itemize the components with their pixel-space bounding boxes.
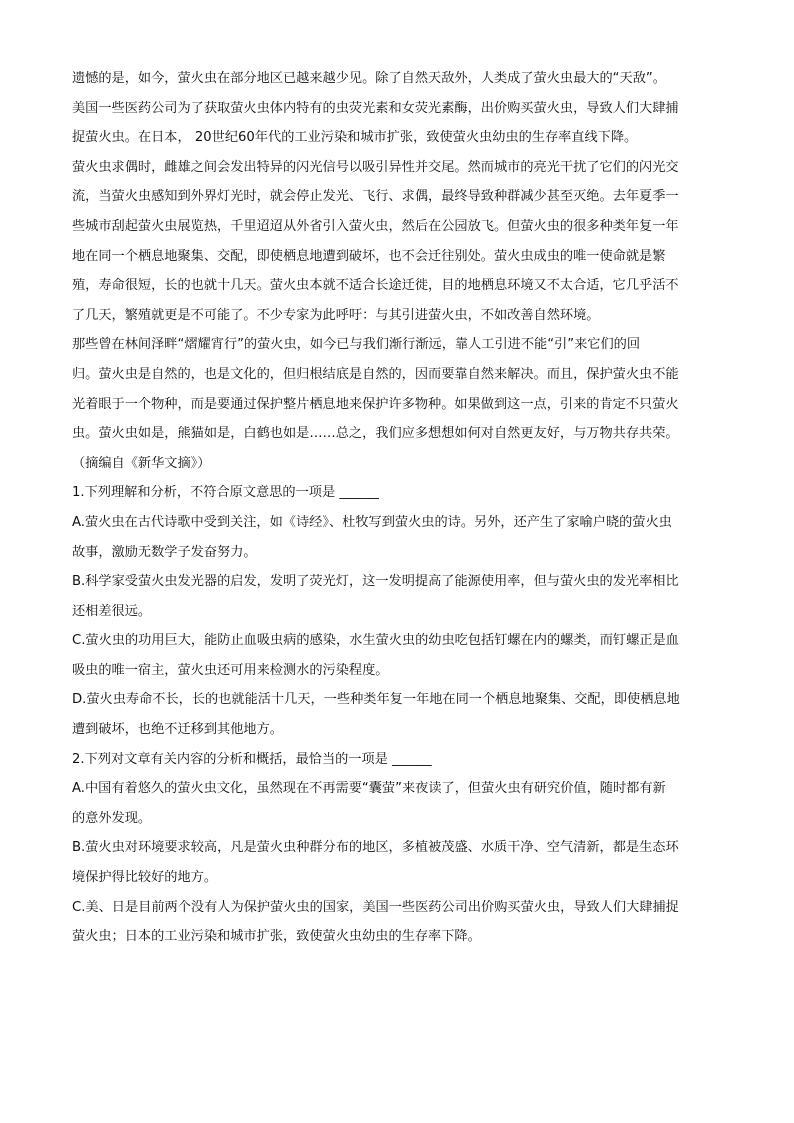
option-line: 萤火虫；日本的工业污染和城市扩张，致使萤火虫幼虫的生存率下降。 bbox=[72, 929, 481, 945]
option-line: C.萤火虫的功用巨大，能防止血吸虫病的感染，水生萤火虫的幼虫吃包括钉螺在内的螺类，而钉螺正是血 bbox=[72, 633, 679, 649]
option-line: A.萤火虫在古代诗歌中受到关注，如《诗经》、杜牧写到萤火虫的诗。另外，还产生了家喻户晓的萤火虫 bbox=[72, 514, 672, 530]
option-line: B.萤火虫对环境要求较高，凡是萤火虫种群分布的地区，多植被茂盛、水质干净、空气清新，都是生态环 bbox=[72, 840, 679, 856]
text-line: 美国一些医药公司为了获取萤火虫体内特有的虫荧光素和女荧光素酶，出价购买萤火虫，导致人们大肆捕 bbox=[72, 100, 679, 116]
option-line: 吸虫的唯一宿主，萤火虫还可用来检测水的污染程度。 bbox=[72, 662, 389, 678]
option-line: A.中国有着悠久的萤火虫文化，虽然现在不再需要“囊萤”来夜读了，但萤火虫有研究价值，随时都有新 bbox=[72, 781, 666, 797]
document-page bbox=[72, 64, 722, 952]
option-line: C.美、日是目前两个没有人为保护萤火虫的国家，美国一些医药公司出价购买萤火虫，导致人们大肆捕捉 bbox=[72, 899, 679, 915]
text-line: 光着眼于一个物种，而是要通过保护整片栖息地来保护许多物种。如果做到这一点，引来的肯定不只萤火 bbox=[72, 396, 679, 412]
option-line: 遭到破坏，也绝不迁移到其他地方。 bbox=[72, 722, 283, 738]
text-line: 了几天，繁殖就更是不可能了。不少专家为此呼吁：与其引进萤火虫，不如改善自然环境。 bbox=[72, 307, 600, 323]
text-line: 那些曾在林间泽畔“熠耀宵行”的萤火虫，如今已与我们渐行渐远，靠人工引进不能“引”来它们的回 bbox=[72, 337, 641, 353]
option-line: 的意外发现。 bbox=[72, 810, 152, 826]
text-line: 地在同一个栖息地聚集、交配，即使栖息地遭到破坏，也不会迁往别处。萤火虫成虫的唯一使命就是繁 bbox=[72, 248, 666, 264]
option-line: 还相差很远。 bbox=[72, 603, 152, 619]
option-line: B.科学家受萤火虫发光器的启发，发明了荧光灯，这一发明提高了能源使用率，但与萤火虫的发光率相比 bbox=[72, 574, 679, 590]
text-line: 殖，寿命很短，长的也就十几天。萤火虫本就不适合长途迁徙，目的地栖息环境又不太合适，它几乎活不 bbox=[72, 278, 679, 294]
text-line: 虫。萤火虫如是，熊猫如是，白鹤也如是……总之，我们应多想想如何对自然更友好，与万物共存共荣。 bbox=[72, 426, 679, 442]
text-line: 些城市刮起萤火虫展览热，千里迢迢从外省引入萤火虫，然后在公园放飞。但萤火虫的很多种类年复一年 bbox=[72, 218, 679, 234]
option-line: 境保护得比较好的地方。 bbox=[72, 870, 218, 886]
option-line: D.萤火虫寿命不长，长的也就能活十几天，一些种类年复一年地在同一个栖息地聚集、交配，即使栖息地 bbox=[72, 692, 680, 708]
question-1-stem: 1.下列理解和分析，不符合原文意思的一项是 ______ bbox=[72, 485, 379, 501]
text-line: 捉萤火虫。在日本， 20世纪60年代的工业污染和城市扩张，致使萤火虫幼虫的生存率直线下降。 bbox=[72, 130, 638, 146]
text-line: 萤火虫求偶时，雌雄之间会发出特异的闪光信号以吸引异性并交尾。然而城市的亮光干扰了它们的闪光交 bbox=[72, 159, 679, 175]
text-line: 归。萤火虫是自然的，也是文化的，但归根结底是自然的，因而要靠自然来解决。而且，保护萤火虫不能 bbox=[72, 366, 679, 382]
text-line: 遗憾的是，如今，萤火虫在部分地区已越来越少见。除了自然天敌外，人类成了萤火虫最大的“天敌”。 bbox=[72, 71, 666, 86]
option-line: 故事，激励无数学子发奋努力。 bbox=[72, 544, 257, 560]
text-line: 流，当萤火虫感知到外界灯光时，就会停止发光、飞行、求偶，最终导致种群减少甚至灭绝。去年夏季一 bbox=[72, 189, 679, 205]
source-citation: （摘编自《新华文摘》） bbox=[72, 455, 211, 471]
question-2-stem: 2.下列对文章有关内容的分析和概括，最恰当的一项是 ______ bbox=[72, 751, 432, 767]
